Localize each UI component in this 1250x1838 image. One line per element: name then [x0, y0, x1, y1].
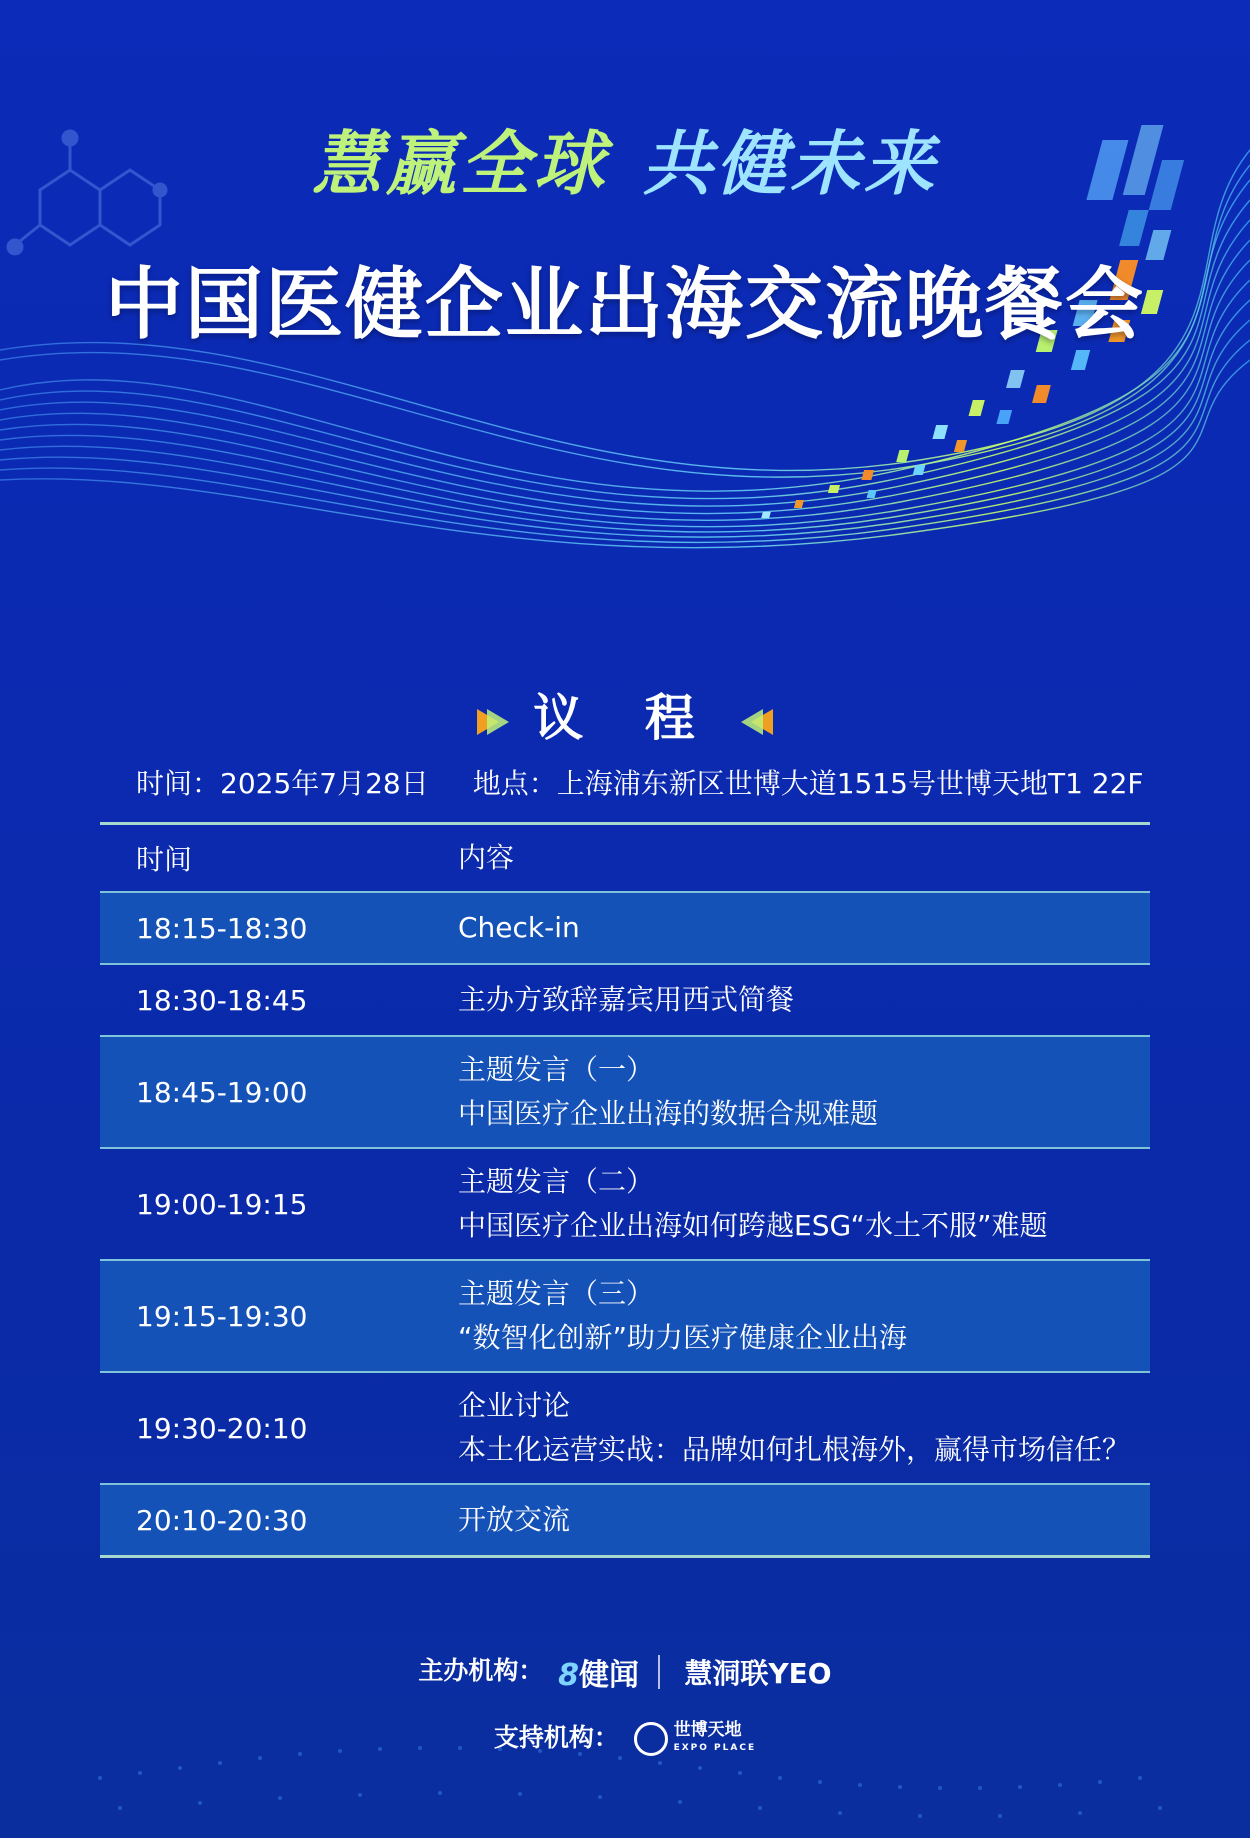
row-line: Check-in	[458, 911, 580, 944]
arrow-left-icon	[737, 705, 777, 739]
row-time: 18:45-19:00	[136, 1075, 308, 1109]
healthinsight-mark: 8	[558, 1658, 579, 1693]
healthinsight-logo	[558, 1650, 639, 1694]
row-line: 开放交流	[458, 1503, 571, 1536]
table-row	[100, 964, 1150, 1036]
column-header-time: 时间	[136, 843, 193, 876]
expo-place-logo	[634, 1721, 757, 1757]
agenda-title: 议 程	[533, 689, 717, 747]
expo-place-cn: 世博天地	[673, 1720, 742, 1740]
arrow-right-icon	[473, 705, 513, 739]
agenda-heading	[0, 678, 1250, 750]
dot-wave-decoration	[0, 1558, 1250, 1838]
row-time: 20:10-20:30	[136, 1503, 308, 1537]
slogan-left: 慧赢全球	[312, 122, 608, 205]
row-time: 18:15-18:30	[136, 911, 308, 945]
column-header-content: 内容	[458, 841, 515, 874]
host-line	[0, 1650, 1250, 1694]
page-title: 中国医健企业出海交流晚餐会	[104, 259, 1145, 350]
row-content	[458, 1372, 1150, 1484]
row-time: 19:00-19:15	[136, 1187, 308, 1221]
row-line-topic: 企业讨论	[458, 1389, 571, 1422]
agenda-table	[100, 822, 1150, 1558]
row-time: 18:30-18:45	[136, 983, 308, 1017]
support-line	[0, 1718, 1250, 1757]
logo-divider	[658, 1655, 660, 1689]
row-line: 主办方致辞嘉宾用西式简餐	[458, 983, 795, 1016]
table-header-row	[100, 824, 1150, 893]
row-time: 19:15-19:30	[136, 1299, 308, 1333]
row-content	[458, 892, 1150, 964]
row-content	[458, 1484, 1150, 1557]
table-row	[100, 892, 1150, 964]
table-row	[100, 1484, 1150, 1557]
row-content	[458, 1260, 1150, 1372]
yeo-logo: 慧洞联YEO	[684, 1657, 832, 1690]
host-label: 主办机构：	[418, 1656, 544, 1685]
support-label: 支持机构：	[493, 1723, 619, 1752]
row-line-topic: 主题发言（三）	[458, 1277, 655, 1310]
slogan-right: 共健未来	[642, 122, 938, 205]
slogan	[0, 108, 1250, 209]
expo-place-en: EXPO PLACE	[673, 1743, 757, 1753]
row-line-detail: 本土化运营实战：品牌如何扎根海外，赢得市场信任？	[458, 1433, 1131, 1466]
healthinsight-name: 健闻	[578, 1658, 639, 1693]
event-location: 地点：上海浦东新区世博大道1515号世博天地T1 22F	[472, 767, 1144, 800]
expo-place-icon	[634, 1722, 668, 1756]
table-row	[100, 1260, 1150, 1372]
event-info	[136, 762, 1144, 802]
row-content	[458, 964, 1150, 1036]
row-line-detail: 中国医疗企业出海的数据合规难题	[458, 1097, 879, 1130]
row-line-topic: 主题发言（一）	[458, 1053, 655, 1086]
row-line-topic: 主题发言（二）	[458, 1165, 655, 1198]
row-content	[458, 1036, 1150, 1148]
row-time: 19:30-20:10	[136, 1411, 308, 1445]
row-line-detail: “数智化创新”助力医疗健康企业出海	[458, 1321, 908, 1354]
row-line-detail: 中国医疗企业出海如何跨越ESG“水土不服”难题	[458, 1209, 1048, 1242]
row-content	[458, 1148, 1150, 1260]
table-row	[100, 1036, 1150, 1148]
table-row	[100, 1372, 1150, 1484]
table-row	[100, 1148, 1150, 1260]
event-date: 时间：2025年7月28日	[136, 767, 429, 800]
